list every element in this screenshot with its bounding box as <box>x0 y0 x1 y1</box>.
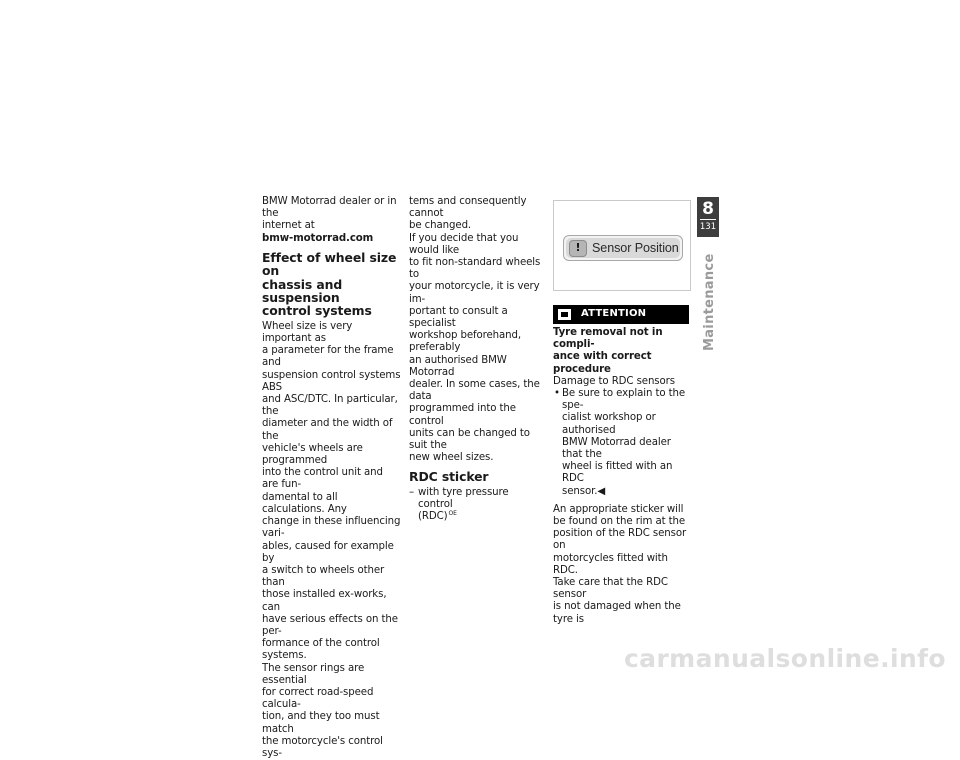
chapter-tab <box>697 197 719 237</box>
warning-title-line: ance with correct procedure <box>553 351 652 375</box>
body-line: change in these influencing vari- <box>262 516 401 540</box>
bullet-line: cialist workshop or authorised <box>562 412 656 436</box>
tab-divider <box>700 219 716 220</box>
watermark: carmanualsonline.info <box>623 644 946 673</box>
heading-line: control systems <box>262 303 372 319</box>
oe-superscript: OE <box>448 510 457 518</box>
body-line: and ASC/DTC. In particular, the <box>262 394 398 418</box>
bullet-line: • Be sure to explain to the spe- <box>562 388 686 412</box>
chapter-title-vertical: Maintenance <box>702 253 717 351</box>
body-line: those installed ex-works, can <box>262 589 387 613</box>
body-line: for correct road-speed calcula- <box>262 686 374 711</box>
bullet-line: sensor.◀ <box>562 485 606 497</box>
dash-line-text: (RDC) <box>418 511 448 523</box>
body-line: new wheel sizes. <box>409 452 494 464</box>
body-line: tion, and they too must match <box>262 711 380 735</box>
warning-text: Damage to RDC sensors <box>553 375 675 387</box>
rdc-sticker-graphic <box>563 235 683 261</box>
body-line: motorcycles fitted with RDC. <box>553 552 668 576</box>
body-line: to fit non-standard wheels to <box>409 257 541 281</box>
body-line: If you decide that you would like <box>409 232 519 256</box>
body-line: diameter and the width of the <box>262 418 393 442</box>
website-link: bmw-motorrad.com <box>262 232 374 244</box>
chapter-number: 8 <box>702 199 714 219</box>
section-heading-rdc-sticker: RDC sticker <box>409 469 489 485</box>
body-line: ables, caused for example by <box>262 540 394 564</box>
body-line: a parameter for the frame and <box>262 345 394 369</box>
intro-line: BMW Motorrad dealer or in the <box>262 196 397 220</box>
body-line: portant to consult a specialist <box>409 305 508 330</box>
body-line: your motorcycle, it is very im- <box>409 281 540 305</box>
column-1 <box>262 196 402 760</box>
column-3 <box>553 196 691 626</box>
body-line: Wheel size is very important as <box>262 320 353 345</box>
body-line: units can be changed to suit the <box>409 427 530 452</box>
body-line: formance of the control systems. <box>262 638 380 662</box>
body-line: have serious effects on the per- <box>262 613 398 637</box>
body-line: be found on the rim at the <box>553 516 686 528</box>
bullet-line: wheel is fitted with an RDC <box>562 461 673 485</box>
sticker-text: Sensor Position <box>592 240 679 255</box>
warning-hand-icon <box>558 309 571 320</box>
body-line: position of the RDC sensor on <box>553 528 687 552</box>
exclamation-icon: ! <box>569 240 587 257</box>
column-2 <box>409 196 545 523</box>
body-line: An appropriate sticker will <box>553 503 684 515</box>
dash-line-with-sup <box>418 511 545 523</box>
sticker-inner <box>566 238 680 258</box>
attention-label: ATTENTION <box>581 308 647 320</box>
body-line: workshop beforehand, preferably <box>409 330 522 354</box>
body-line: into the control unit and are fun- <box>262 467 383 491</box>
body-line: damental to all calculations. Any <box>262 491 347 515</box>
bullet-line: BMW Motorrad dealer that the <box>562 436 671 461</box>
body-line: the motorcycle's control sys- <box>262 735 383 759</box>
body-line: suspension control systems ABS <box>262 369 401 393</box>
body-line: Take care that the RDC sensor <box>553 577 668 601</box>
body-line: vehicle's wheels are programmed <box>262 442 363 467</box>
body-line: an authorised BMW Motorrad <box>409 354 507 378</box>
page-number: 131 <box>699 222 717 232</box>
rdc-condition-item <box>409 487 545 524</box>
body-line: tems and consequently cannot <box>409 196 527 220</box>
section-heading-wheel-size <box>262 251 402 318</box>
warning-bullet <box>553 388 691 498</box>
intro-line: internet at <box>262 220 315 232</box>
body-line: is not damaged when the tyre is <box>553 601 681 625</box>
sticker-illustration <box>553 200 691 291</box>
body-line: be changed. <box>409 220 472 232</box>
dash-line: – with tyre pressure control <box>418 486 509 511</box>
heading-line: chassis and suspension <box>262 276 343 306</box>
body-line: a switch to wheels other than <box>262 564 385 589</box>
body-line: The sensor rings are essential <box>262 662 365 686</box>
body-line: programmed into the control <box>409 403 516 427</box>
heading-line: Effect of wheel size on <box>262 249 397 279</box>
body-line: dealer. In some cases, the data <box>409 379 540 403</box>
attention-bar <box>553 305 689 324</box>
warning-title-line: Tyre removal not in compli- <box>553 327 663 351</box>
